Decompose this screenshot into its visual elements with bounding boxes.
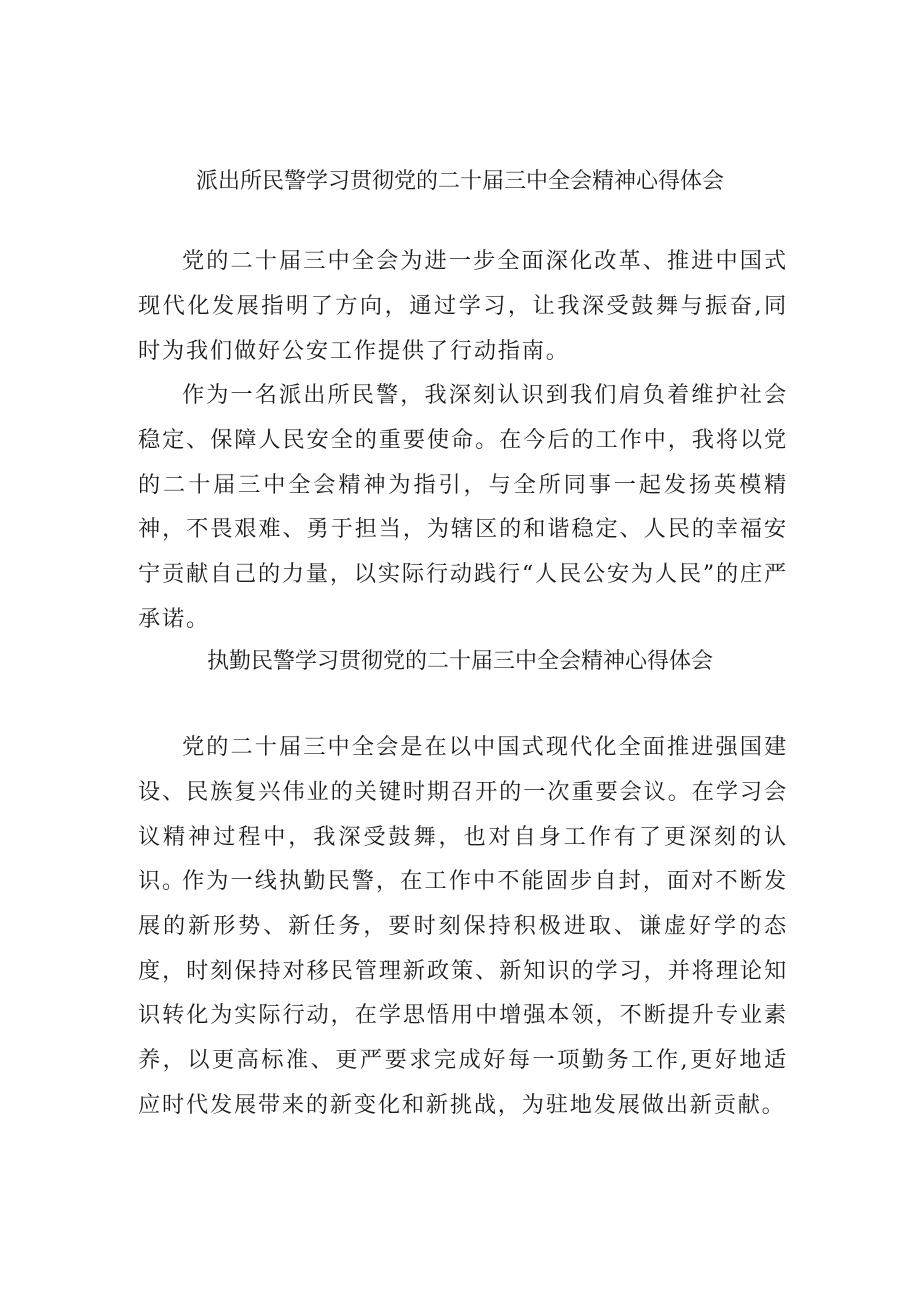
section-1-paragraph-1: 党的二十届三中全会为进一步全面深化改革、推进中国式现代化发展指明了方向，通过学习，让我深受鼓舞与振奋,同时为我们做好公安工作提供了行动指南。 <box>138 248 788 364</box>
section-2-title: 执勤民警学习贯彻党的二十届三中全会精神心得体会 <box>206 649 713 674</box>
section-2-paragraph-2: 作为一线执勤民警，在工作中不能固步自封，面对不断发展的新形势、新任务，要时刻保持积极进取、谦虚好学的态度，时刻保持对移民管理新政策、新知识的学习，并将理论知识转化为实际行动，在学思悟用中增强本领，不断提升专业素养，以更高标准、更严要求完成好每一项勤务工作,更好地适应时代发展带来的新变化和新挑战，为驻地发展做出新贡献。 <box>138 868 788 1118</box>
section-1-title: 派出所民警学习贯彻党的二十届三中全会精神心得体会 <box>195 169 724 194</box>
section-2-paragraph-1: 党的二十届三中全会是在以中国式现代化全面推进强国建设、民族复兴伟业的关键时期召开的一次重要会议。在学习会议精神过程中，我深受鼓舞，也对自身工作有了更深刻的认识。 <box>138 734 788 895</box>
section-1-paragraph-2: 作为一名派出所民警，我深刻认识到我们肩负着维护社会稳定、保障人民安全的重要使命。在今后的工作中，我将以党的二十届三中全会精神为指引，与全所同事一起发扬英模精神，不畏艰难、勇于担当，为辖区的和谐稳定、人民的幸福安宁贡献自己的力量，以实际行动践行“人民公安为人民”的庄严承诺。 <box>138 382 788 632</box>
